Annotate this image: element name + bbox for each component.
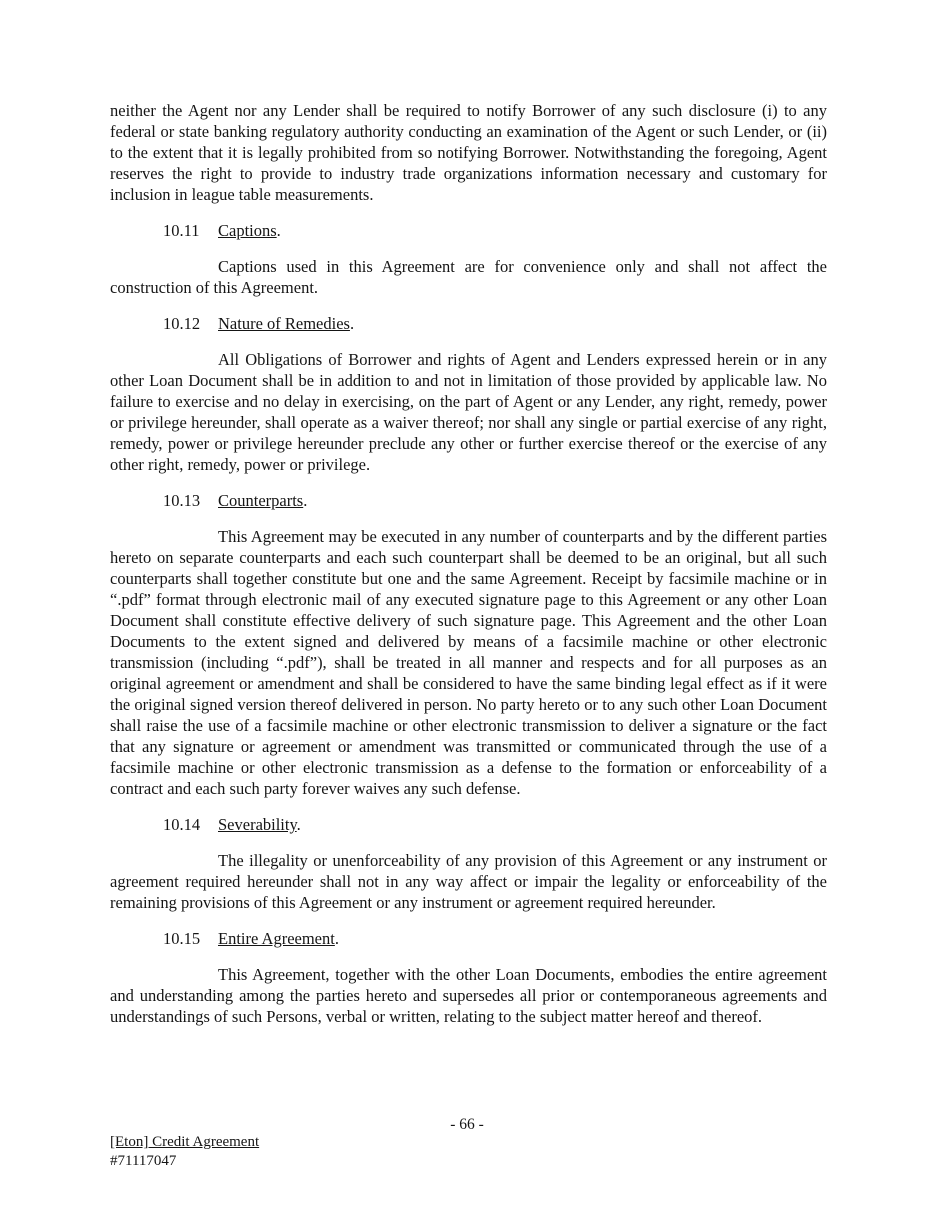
section-title-punctuation: . — [303, 491, 308, 510]
section-heading-10-13 — [163, 490, 827, 511]
section-heading-10-14 — [163, 814, 827, 835]
section-heading-10-11 — [163, 220, 827, 241]
section-paragraph-10-12: All Obligations of Borrower and rights of Agent and Lenders expressed herein or in any other Loan Document shall be in addition to and not in limitation of those provided by applicable law. No failure to exercise and no delay in exercising, on the part of Agent or any Lender, any right, remedy, power or privilege hereunder, shall operate as a waiver thereof; nor shall any single or partial exercise of any right, remedy, power or privilege hereunder preclude any other or further exercise thereof or the exercise of any other right, remedy, power or privilege. — [110, 350, 827, 474]
section-title: Counterparts — [218, 491, 304, 510]
section-paragraph-10-11: Captions used in this Agreement are for convenience only and shall not affect the construction of this Agreement. — [110, 257, 827, 297]
footer-doc-number: #71117047 — [110, 1153, 177, 1169]
footer-document-id — [110, 1133, 259, 1171]
section-title: Nature of Remedies — [218, 314, 350, 333]
section-title: Entire Agreement — [218, 929, 335, 948]
section-title-punctuation: . — [334, 929, 339, 948]
section-paragraph-10-14: The illegality or unenforceability of any provision of this Agreement or any instrument or agreement required hereunder shall not in any way affect or impair the legality or enforceability of the remaining provisions of this Agreement or any instrument or agreement required hereunder. — [110, 851, 827, 912]
section-number: 10.12 — [163, 314, 201, 333]
continuation-paragraph: neither the Agent nor any Lender shall be required to notify Borrower of any such disclosure (i) to any federal or state banking regulatory authority conducting an examination of the Agent or such Lender, or (ii) to the extent that it is legally prohibited from so notifying Borrower. Notwithstanding the foregoing, Agent reserves the right to provide to industry trade organizations information necessary and customary for inclusion in league table measurements. — [110, 101, 827, 204]
section-number: 10.11 — [163, 221, 200, 240]
section-heading-10-12 — [163, 313, 827, 334]
section-title: Captions — [218, 221, 277, 240]
section-number: 10.13 — [163, 491, 201, 510]
footer-doc-title: [Eton] Credit Agreement — [110, 1134, 260, 1150]
section-heading-10-15 — [163, 928, 827, 949]
section-number: 10.15 — [163, 929, 201, 948]
section-paragraph-10-13: This Agreement may be executed in any number of counterparts and by the different parties hereto on separate counterparts and each such counterpart shall be deemed to be an original, but all such counterparts shall together constitute but one and the same Agreement. Receipt by facsimile machine or in “.pdf” format through electronic mail of any executed signature page to this Agreement or any other Loan Document shall constitute effective delivery of such signature page. This Agreement and the other Loan Documents to the extent signed and delivered by means of a facsimile machine or other electronic transmission (including “.pdf”), shall be treated in all manner and respects and for all purposes as an original agreement or amendment and shall be considered to have the same binding legal effect as if it were the original signed version thereof delivered in person. No party hereto or to any such other Loan Document shall raise the use of a facsimile machine or other electronic transmission to deliver a signature or the fact that any signature or agreement or amendment was transmitted or communicated through the use of a facsimile machine or other electronic transmission as a defense to the formation or enforceability of a contract and each such party forever waives any such defense. — [110, 527, 827, 798]
section-title-punctuation: . — [296, 815, 301, 834]
section-title-punctuation: . — [276, 221, 281, 240]
section-title: Severability — [218, 815, 297, 834]
document-body — [110, 100, 827, 1042]
page-number: - 66 - — [450, 1116, 484, 1133]
section-paragraph-10-15: This Agreement, together with the other Loan Documents, embodies the entire agreement and understanding among the parties hereto and supersedes all prior or contemporaneous agreements and understandings of such Persons, verbal or written, relating to the subject matter hereof and thereof. — [110, 965, 827, 1026]
section-title-punctuation: . — [349, 314, 355, 333]
section-number: 10.14 — [163, 815, 201, 834]
